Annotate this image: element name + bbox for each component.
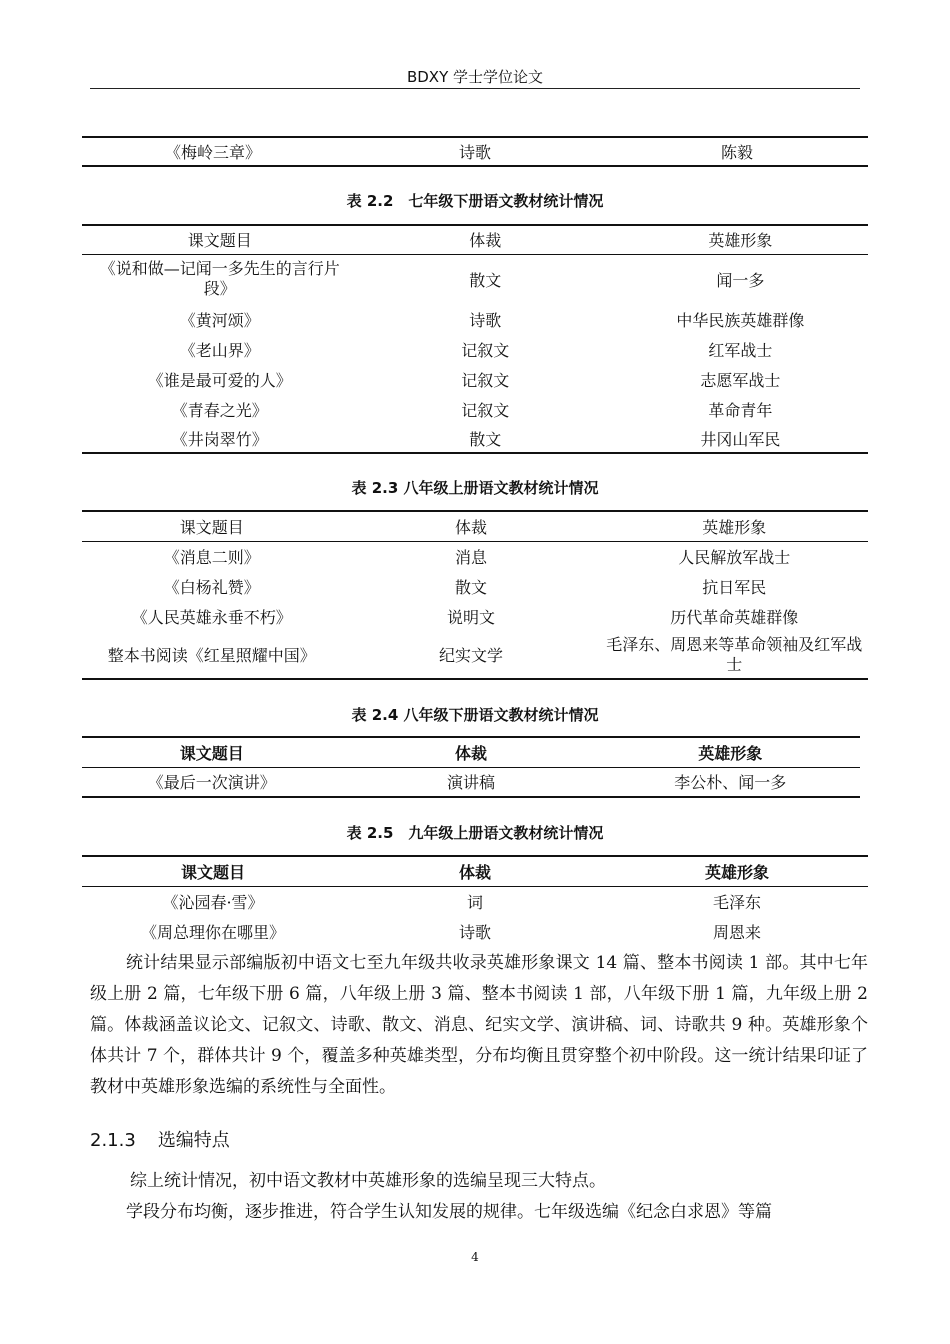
header-hero: 英雄形象 <box>708 231 773 251</box>
cell-title: 《谁是最可爱的人》 <box>147 370 292 390</box>
body-paragraph: 学段分布均衡，逐步推进，符合学生认知发展的规律。七年级选编《纪念白求恩》等篇 <box>126 1202 772 1222</box>
table-2-2-caption: 表 2.2 七年级下册语文教材统计情况 <box>346 192 604 210</box>
table-header-row <box>82 856 868 886</box>
table-2-2 <box>82 224 868 454</box>
table-continued <box>82 136 868 167</box>
cell-title: 《井岗翠竹》 <box>171 429 268 449</box>
table-row <box>82 767 860 797</box>
page-number: 4 <box>471 1250 479 1264</box>
header-genre: 体裁 <box>458 862 491 882</box>
table-row <box>82 254 868 304</box>
cell-hero: 历代革命英雄群像 <box>670 607 799 627</box>
cell-genre: 散文 <box>469 429 502 449</box>
header-genre: 体裁 <box>454 743 487 763</box>
cell-genre: 记叙文 <box>461 340 510 360</box>
header-hero: 英雄形象 <box>702 517 767 537</box>
table-row <box>82 137 868 166</box>
cell-hero: 周恩来 <box>712 922 761 942</box>
cell-genre: 诗歌 <box>458 143 491 162</box>
table-2-4 <box>82 736 860 798</box>
cell-hero: 毛泽东 <box>712 892 761 912</box>
cell-genre: 词 <box>466 892 483 912</box>
table-row <box>82 886 868 916</box>
table-2-5-caption: 表 2.5 九年级上册语文教材统计情况 <box>346 824 604 842</box>
cell-hero: 抗日军民 <box>702 577 767 597</box>
section-heading <box>90 1126 230 1152</box>
cell-genre: 说明文 <box>446 607 495 627</box>
cell-genre: 诗歌 <box>458 922 491 942</box>
cell-title: 《周总理你在哪里》 <box>140 922 285 942</box>
cell-genre: 纪实文学 <box>438 646 503 665</box>
body-paragraph: 统计结果显示部编版初中语文七至九年级共收录英雄形象课文 14 篇、整本书阅读 1 部。其中七年级上册 2 篇，七年级下册 6 篇，八年级上册 3 篇、整本书阅读 1 部，八年级下册 1 篇，九年级上册 2 篇。体裁涵盖议论文、记叙文、诗歌、散文、消息、纪实文学、演讲稿、词、诗歌共 9 种。英雄形象个体共计 7 个，群体共计 9 个，覆盖多种英雄类型，分布均衡且贯穿整个初中阶段。这一统计结果印证了教材中英雄形象选编的系统性与全面性。 <box>90 953 868 1097</box>
section-title: 选编特点 <box>157 1130 230 1151</box>
cell-title: 《白杨礼赞》 <box>163 577 260 597</box>
cell-hero: 革命青年 <box>708 400 773 420</box>
cell-hero: 人民解放军战士 <box>678 547 791 567</box>
cell-title: 《青春之光》 <box>171 400 268 420</box>
running-header: BDXY 学士学位论文 <box>90 66 860 89</box>
cell-title: 《梅岭三章》 <box>164 143 261 162</box>
table-header-row <box>82 511 868 541</box>
cell-hero: 闻一多 <box>716 270 765 290</box>
cell-hero: 李公朴、闻一多 <box>674 773 787 793</box>
cell-genre: 记叙文 <box>461 400 510 420</box>
cell-genre: 散文 <box>454 577 487 597</box>
header-title: 课文题目 <box>187 231 252 251</box>
cell-hero: 毛泽东、周恩来等革命领袖及红军战士 <box>606 634 863 674</box>
cell-hero: 井冈山军民 <box>700 429 781 449</box>
table-row <box>82 334 868 364</box>
header-genre: 体裁 <box>469 231 502 251</box>
table-row <box>82 364 868 394</box>
cell-title: 《最后一次演讲》 <box>147 773 276 793</box>
section-number: 2.1.3 <box>90 1130 136 1151</box>
header-hero: 英雄形象 <box>704 862 769 882</box>
table-row <box>82 304 868 334</box>
cell-genre: 消息 <box>454 547 487 567</box>
cell-genre: 诗歌 <box>469 310 502 330</box>
cell-genre: 演讲稿 <box>446 773 495 793</box>
table-row <box>82 541 868 571</box>
table-row <box>82 394 868 424</box>
table-header-row <box>82 737 860 767</box>
header-genre: 体裁 <box>454 517 487 537</box>
cell-hero: 红军战士 <box>708 340 773 360</box>
table-header-row <box>82 225 868 254</box>
cell-hero: 志愿军战士 <box>700 370 781 390</box>
header-title: 课文题目 <box>179 517 244 537</box>
table-2-5 <box>82 855 868 946</box>
cell-hero: 中华民族英雄群像 <box>676 310 805 330</box>
cell-hero: 陈毅 <box>720 143 753 162</box>
table-2-4-caption: 表 2.4 八年级下册语文教材统计情况 <box>351 706 599 724</box>
cell-title: 《说和做—记闻一多先生的言行片段》 <box>99 259 340 299</box>
table-row <box>82 424 868 453</box>
cell-title: 《老山界》 <box>179 340 260 360</box>
cell-title: 《黄河颂》 <box>179 310 260 330</box>
cell-title: 整本书阅读《红星照耀中国》 <box>107 646 316 665</box>
table-row <box>82 631 868 679</box>
cell-genre: 记叙文 <box>461 370 510 390</box>
table-2-3 <box>82 510 868 680</box>
table-2-3-caption: 表 2.3 八年级上册语文教材统计情况 <box>351 479 599 497</box>
table-row <box>82 601 868 631</box>
cell-title: 《沁园春·雪》 <box>162 892 264 912</box>
header-title: 课文题目 <box>179 743 244 763</box>
cell-title: 《消息二则》 <box>163 547 260 567</box>
cell-genre: 散文 <box>469 270 502 290</box>
header-title: 课文题目 <box>180 862 245 882</box>
table-row <box>82 571 868 601</box>
table-row <box>82 916 868 946</box>
cell-title: 《人民英雄永垂不朽》 <box>131 607 292 627</box>
header-hero: 英雄形象 <box>698 743 763 763</box>
body-paragraph: 综上统计情况，初中语文教材中英雄形象的选编呈现三大特点。 <box>130 1171 606 1191</box>
